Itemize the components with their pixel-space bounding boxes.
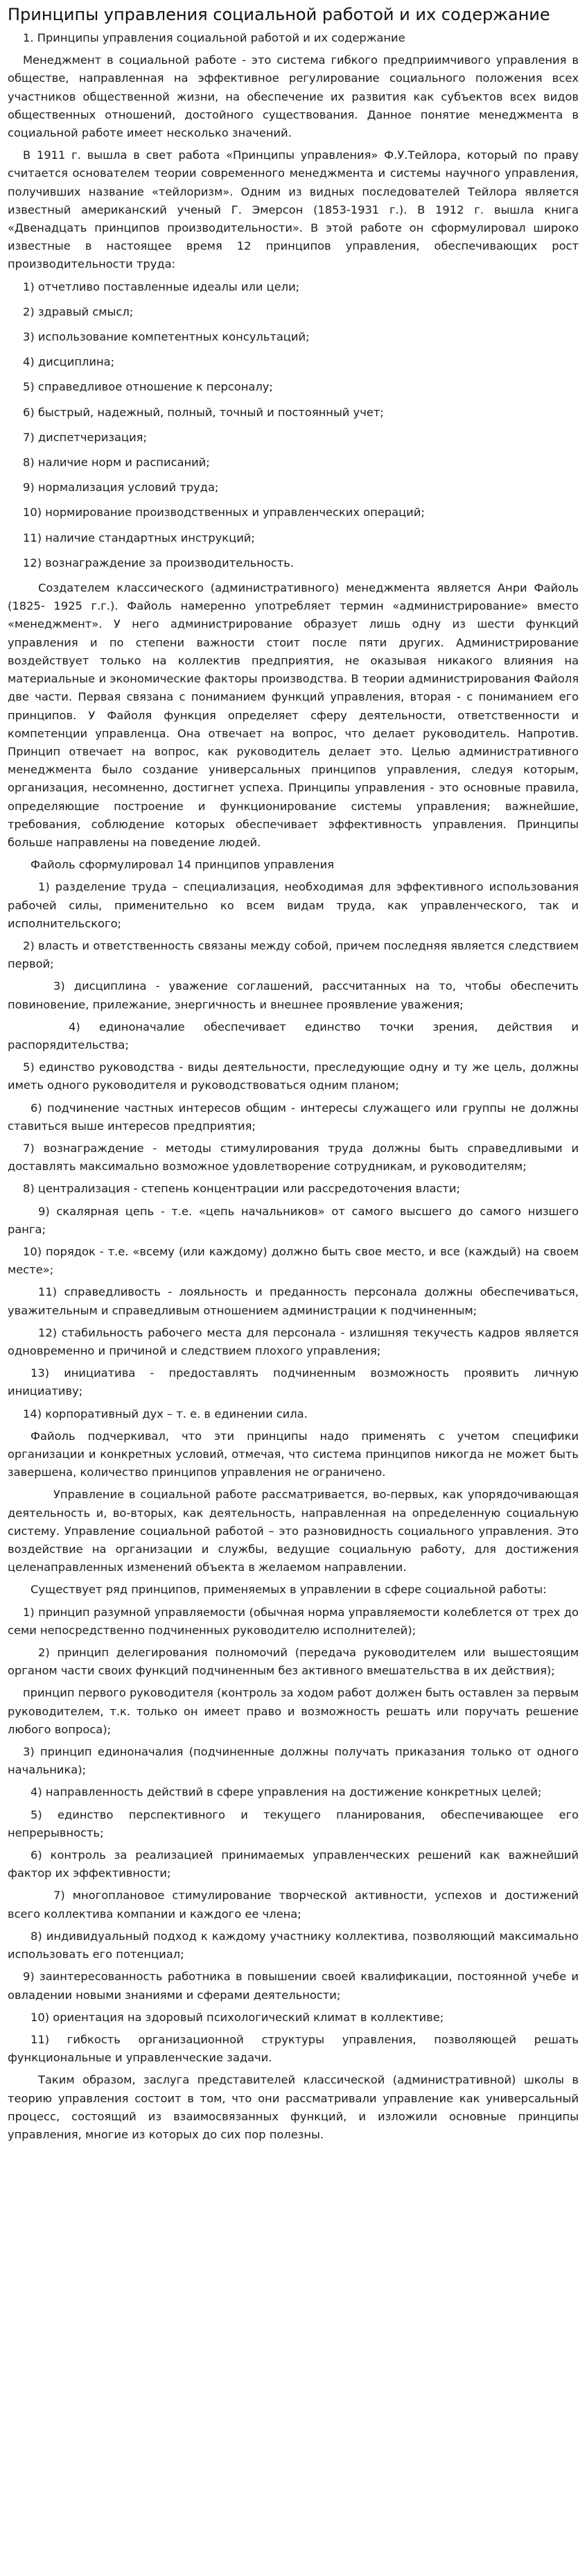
list-item: 9) заинтересованность работника в повышении своей квалификации, постоянной учебе и овладении новыми знаниями и сферами деятельности; <box>8 1970 579 2002</box>
list-item: 11) наличие стандартных инструкций; <box>23 531 255 544</box>
list-item: 5) справедливое отношение к персоналу; <box>23 380 273 394</box>
conclusion-paragraph: Таким образом, заслуга представителей классической (административной) школы в теорию управления состоит в том, что они рассматривали управление как универсальный процесс, состоящий из взаимосвязанных функций, и изложили основные принципы управления, многие из которых до сих пор полезны. <box>8 2073 579 2141</box>
list-item: 2) власть и ответственность связаны между собой, причем последняя является следствием первой; <box>8 938 579 971</box>
social-principles-intro: Существует ряд принципов, применяемых в управлении в сфере социальной работы: <box>30 1583 547 1597</box>
list-item: 3) использование компетентных консультаций; <box>23 330 310 344</box>
list-item: 5) единство руководства - виды деятельности, преследующие одну и ту же цель, должны иметь одного руководителя и руководствоваться одним планом; <box>8 1061 579 1092</box>
management-paragraph: Управление в социальной работе рассматривается, во-первых, как упорядочивающая деятельность и, во-вторых, как деятельность, направленная на определенную социальную систему. Управление социальной работой – это разновидность социального управления. Это воздействие на организации и службы, ведущие социальную работу, для достижения целенаправленных изменений объекта в желаемом направлении. <box>8 1488 579 1574</box>
list-item: 1) разделение труда – специализация, необходимая для эффективного использования рабочей силы, применительно ко всем видам труда, как управленческого, так и исполнительского; <box>8 880 579 930</box>
list-item: 3) дисциплина - уважение соглашений, рассчитанных на то, чтобы обеспечить повиновение, прилежание, энергичность и внешнее проявление уважения; <box>8 979 579 1011</box>
list-item: 1) принцип разумной управляемости (обычная норма управляемости колеблется от трех до семи непосредственно подчиненных руководителю исполнителей); <box>8 1605 579 1637</box>
list-item: 6) быстрый, надежный, полный, точный и постоянный учет; <box>23 405 384 419</box>
list-item: 5) единство перспективного и текущего планирования, обеспечивающее его непрерывность; <box>8 1808 579 1839</box>
list-item: 9) скалярная цепь - т.е. «цепь начальников» от самого высшего до самого низшего ранга; <box>8 1204 579 1236</box>
list-item: 12) стабильность рабочего места для персонала - излишняя текучесть кадров является одновременно и причиной и следствием плохого управления; <box>8 1325 579 1357</box>
list-item: 10) порядок - т.е. «всему (или каждому) должно быть свое место, и все (каждый) на своем месте»; <box>8 1244 579 1277</box>
list-item: 8) индивидуальный подход к каждому участнику коллектива, позволяющий максимально использовать его потенциал; <box>8 1929 579 1961</box>
list-item: 6) подчинение частных интересов общим - интересы служащего или группы не должны ставиться выше интересов предприятия; <box>8 1101 579 1133</box>
list-item: 9) нормализация условий труда; <box>23 481 219 495</box>
list-item: 6) контроль за реализацией принимаемых управленческих решений как важнейший фактор их эффективности; <box>8 1848 579 1880</box>
list-item: 8) централизация - степень концентрации или рассредоточения власти; <box>23 1182 460 1196</box>
intro-paragraph: Менеджмент в социальной работе - это система гибкого предприимчивого управления в обществе, направленная на эффективное регулирование социального положения всех участников общественной жизни, на обеспечение их развития как субъектов всех видов общественных отношений, достойного существования. Данное понятие менеджмента в социальной работе имеет несколько значений. <box>8 53 579 140</box>
list-item: принцип первого руководителя (контроль за ходом работ должен быть оставлен за первым руководителем, т.к. только он имеет право и возможность решать или поручать решение любого вопроса); <box>8 1686 579 1736</box>
list-item: 13) инициатива - предоставлять подчиненным возможность проявить личную инициативу; <box>8 1366 579 1398</box>
section-heading: 1. Принципы управления социальной работой и их содержание <box>23 31 405 44</box>
list-item: 11) справедливость - лояльность и преданность персонала должны обеспечиваться, уважительным и справедливым отношением администрации к подчиненным; <box>8 1285 579 1317</box>
list-item: 7) многоплановое стимулирование творческой активности, успехов и достижений всего коллектива компании и каждого ее члена; <box>8 1889 579 1921</box>
list-item: 8) наличие норм и расписаний; <box>23 456 210 470</box>
fayol-paragraph: Создателем классического (административного) менеджмента является Анри Файоль (1825- 1925 г.г.). Файоль намеренно употребляет термин «администрирование» вместо «менеджмент». У него администрирование образует лишь одну из шести функций управления и по степени важности стоит после пяти других. Администрирование воздействует только на коллектив предприятия, не оказывая никакого влияния на материальные и экономические факторы производства. В теории администрирования Файоля две части. Первая связана с пониманием функций управления, вторая - с пониманием его принципов. У Файоля функция определяет сферу деятельности, ответственности и компетенции управленца. Она отвечает на вопрос, что делает руководитель. Напротив. Принцип отвечает на вопрос, как руководитель делает это. Целью административного менеджмента было создание универсальных принципов управления, следуя которым, организация, несомненно, достигнет успеха. Принципы управления - это основные правила, определяющие построение и функционирование системы управления; важнейшие, требования, соблюдение которых обеспечивает эффективность управления. Принципы больше направлены на поведение людей. <box>8 581 579 849</box>
list-item: 12) вознаграждение за производительность. <box>23 556 295 569</box>
document-title: Принципы управления социальной работой и их содержание <box>8 5 550 24</box>
list-item: 14) корпоративный дух – т. е. в единении сила. <box>23 1407 308 1420</box>
list-item: 2) здравый смысл; <box>23 304 134 318</box>
list-item: 7) вознаграждение - методы стимулирования труда должны быть справедливыми и доставлять максимально возможное удовлетворение сотрудникам, и руководителям; <box>8 1141 579 1174</box>
social-principles-list <box>8 1604 579 2068</box>
list-item: 4) направленность действий в сфере управления на достижение конкретных целей; <box>30 1785 542 1799</box>
list-item: 10) ориентация на здоровый психологический климат в коллективе; <box>30 2010 444 2024</box>
list-item: 3) принцип единоначалия (подчиненные должны получать приказания только от одного начальника); <box>8 1745 579 1777</box>
fayol-intro: Файоль сформулировал 14 принципов управления <box>30 858 335 872</box>
list-item: 10) нормирование производственных и управленческих операций; <box>23 506 425 520</box>
list-item: 7) диспетчеризация; <box>23 430 147 444</box>
fayol-principles-list <box>8 878 579 1423</box>
list-item: 1) отчетливо поставленные идеалы или цели; <box>23 280 300 293</box>
list-item: 2) принцип делегирования полномочий (передача руководителем или вышестоящим органом части своих функций подчиненным без активного вмешательства в их действия); <box>8 1646 579 1678</box>
list-item: 4) дисциплина; <box>23 355 115 369</box>
fayol-conclusion: Файоль подчеркивал, что эти принципы надо применять с учетом специфики организации и конкретных условий, отмечая, что система принципов никогда не может быть завершена, количество принципов управления не ограничено. <box>8 1429 579 1479</box>
taylor-paragraph: В 1911 г. вышла в свет работа «Принципы управления» Ф.У.Тейлора, который по праву считается основателем теории современного менеджмента и системы научного управления, получившиx название «тейлоризм». Одним из видных последователей Тейлора является известный американский ученый Г. Эмерсон (1853-1931 г.). В 1912 г. вышла книга «Двенадцать принципов производительности». В этой работе он сформулировал широко известные в настоящее время 12 принципов управления, обеспечивающих рост производительности труда: <box>8 148 579 271</box>
emerson-principles-list <box>8 278 579 572</box>
list-item: 11) гибкость организационной структуры управления, позволяющей решать функциональные и управленческие задачи. <box>8 2032 579 2065</box>
list-item: 4) единоначалие обеспечивает единство точки зрения, действия и распорядительства; <box>8 1020 579 1051</box>
